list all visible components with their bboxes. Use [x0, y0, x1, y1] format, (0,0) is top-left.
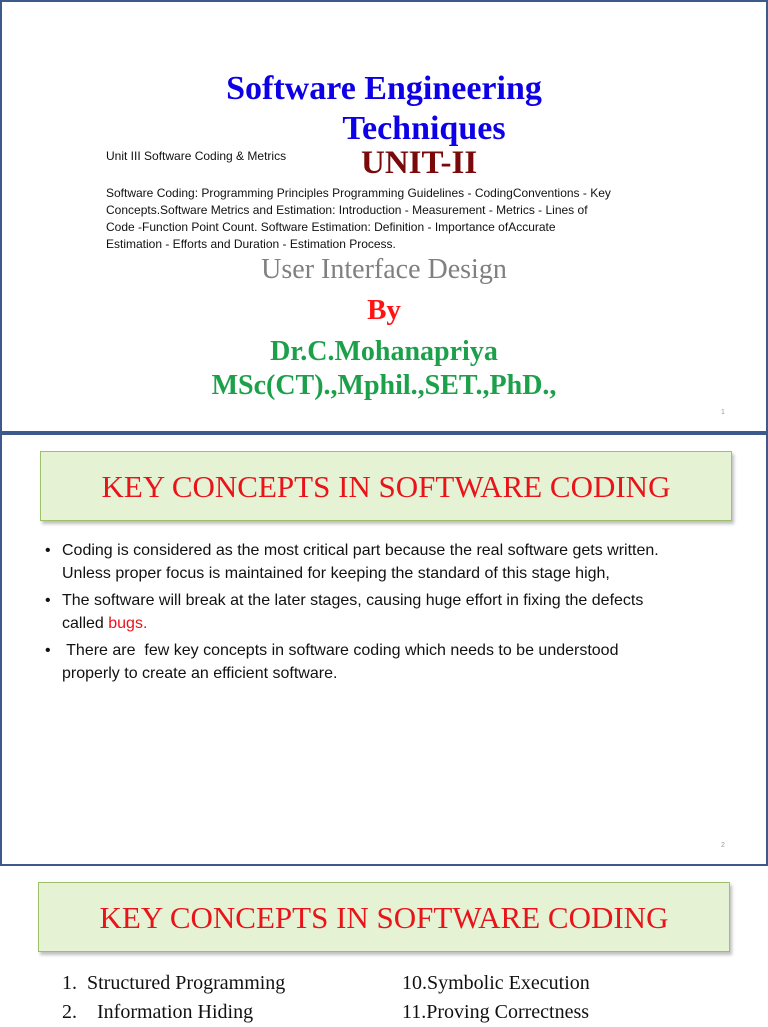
- unit-heading: UNIT-II: [361, 145, 478, 181]
- slide-title-line-1: Software Engineering: [226, 70, 542, 107]
- syllabus-line: Software Coding: Programming Principles Programming Guidelines - CodingConventions - Key: [106, 186, 611, 200]
- bullet-icon: •: [45, 642, 51, 659]
- bullet-item: [42, 639, 732, 685]
- slide-title-line-2: Techniques: [342, 110, 506, 147]
- bullet-list: [42, 539, 732, 689]
- list-item: 11.Proving Correctness: [402, 1001, 590, 1023]
- page-number: 2: [721, 842, 725, 849]
- heading-banner: [40, 451, 732, 521]
- bugs-highlight: bugs.: [108, 615, 148, 632]
- slide-3: [0, 866, 768, 1024]
- bullet-text: properly to create an efficient software.: [62, 665, 338, 682]
- bullet-item: [42, 589, 732, 635]
- author-name: Dr.C.Mohanapriya: [270, 336, 498, 367]
- bullet-icon: •: [45, 542, 51, 559]
- by-label: By: [367, 294, 401, 326]
- syllabus-line: Code -Function Point Count. Software Estimation: Definition - Importance ofAccurate: [106, 220, 556, 234]
- bullet-text-prefix: called: [62, 615, 109, 632]
- slide-heading: KEY CONCEPTS IN SOFTWARE CODING: [101, 469, 671, 504]
- heading-banner: [38, 882, 730, 952]
- bullet-icon: •: [45, 592, 51, 609]
- bullet-item: [42, 539, 732, 585]
- author-qualifications: MSc(CT).,Mphil.,SET.,PhD.,: [211, 370, 557, 401]
- unit-label: Unit III Software Coding & Metrics: [106, 149, 287, 163]
- page-number: 1: [721, 409, 725, 416]
- syllabus-line: Concepts.Software Metrics and Estimation: Introduction - Measurement - Metrics - Lines of: [106, 203, 588, 217]
- bullet-text: Unless proper focus is maintained for keeping the standard of this stage high,: [62, 565, 610, 582]
- list-item: 1. Structured Programming: [62, 972, 286, 994]
- bullet-text: Coding is considered as the most critical part because the real software gets written.: [62, 542, 659, 559]
- concept-list-left: [62, 969, 285, 1027]
- bullet-text: There are few key concepts in software coding which needs to be understood: [62, 642, 619, 659]
- slide-2: [0, 433, 768, 866]
- bullet-text: The software will break at the later stages, causing huge effort in fixing the defects: [62, 592, 644, 609]
- syllabus-line: Estimation - Efforts and Duration - Estimation Process.: [106, 237, 396, 251]
- concept-list-right: [402, 969, 590, 1027]
- slide-1: [0, 0, 768, 433]
- slide-subtitle: User Interface Design: [261, 254, 507, 285]
- bullet-text: [62, 612, 732, 635]
- list-item: 10.Symbolic Execution: [402, 972, 590, 994]
- syllabus-text: [106, 185, 666, 253]
- slide-heading: KEY CONCEPTS IN SOFTWARE CODING: [99, 900, 669, 935]
- list-item: 2. Information Hiding: [62, 1001, 254, 1023]
